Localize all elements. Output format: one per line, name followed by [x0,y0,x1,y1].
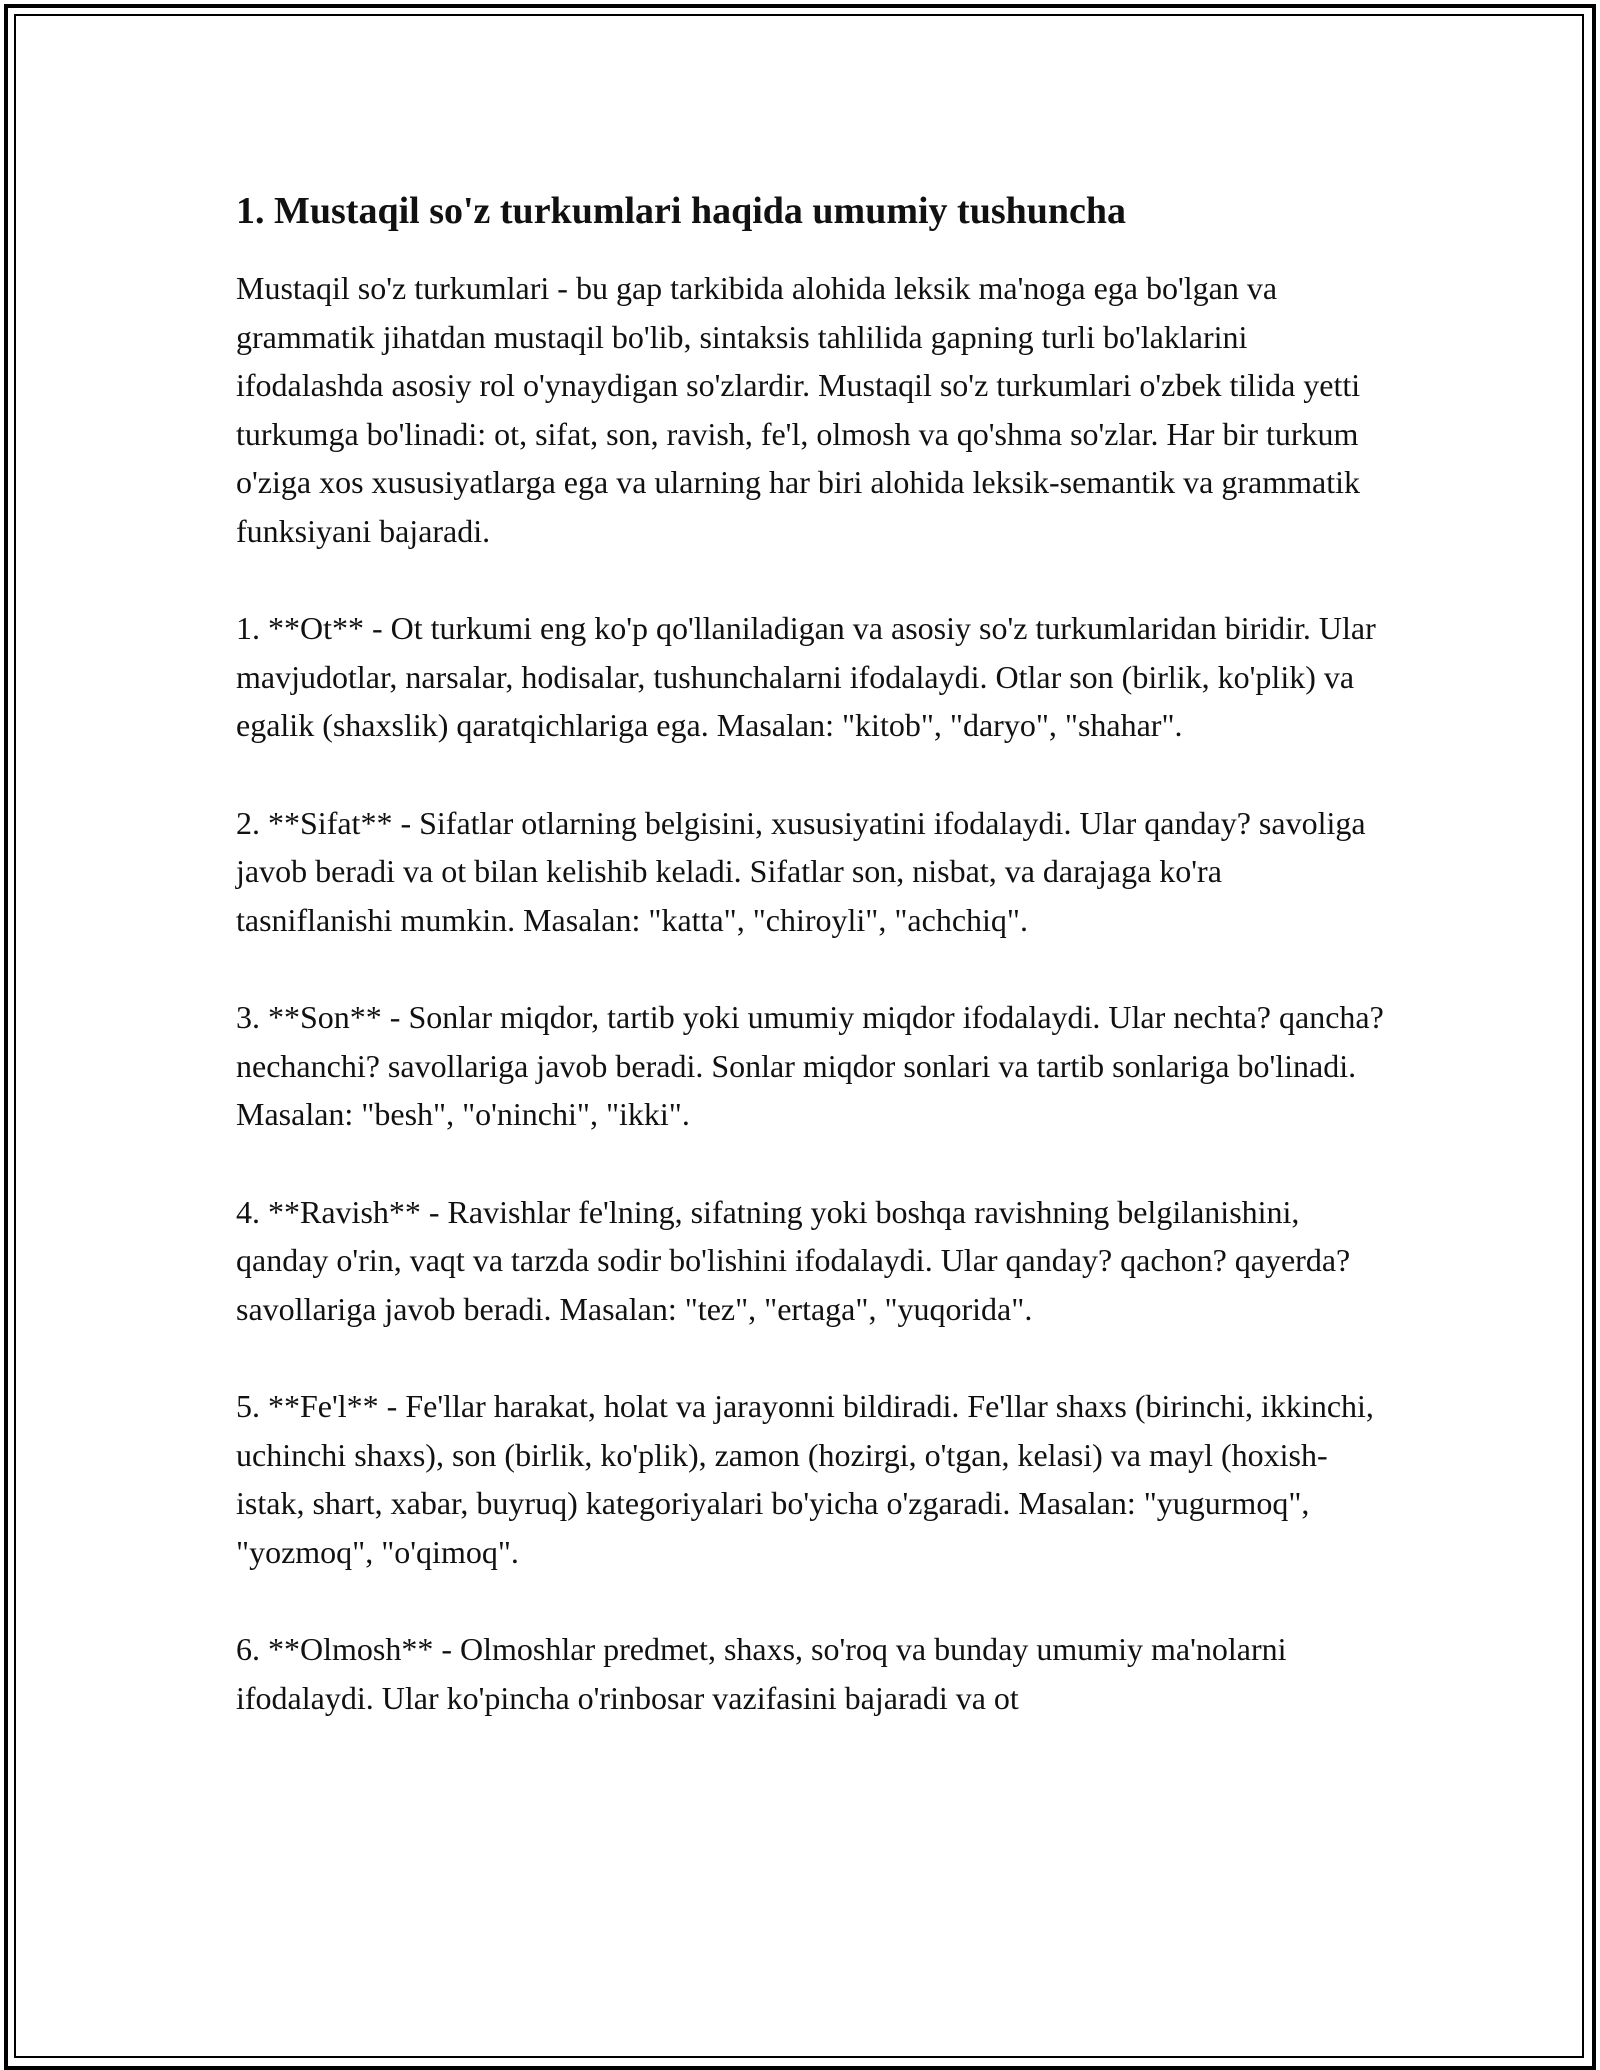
paragraph-ravish: 4. **Ravish** - Ravishlar fe'lning, sifatning yoki boshqa ravishning belgilanishini, qanday o'rin, vaqt va tarzda sodir bo'lishini ifodalaydi. Ular qanday? qachon? qayerda? savollariga javob beradi. Masalan: "tez", "ertaga", "yuqorida". [236,1193,1351,1327]
document-body [236,186,1386,1771]
document-title: 1. Mustaqil so'z turkumlari haqida umumiy tushuncha [236,190,1127,232]
paragraph-fel: 5. **Fe'l** - Fe'llar harakat, holat va jarayonni bildiradi. Fe'llar shaxs (birinchi, ikkinchi, uchinchi shaxs), son (birlik, ko'plik), zamon (hozirgi, o'tgan, kelasi) va mayl (hoxish-istak, shart, xabar, buyruq) kategoriyalari bo'yicha o'zgaradi. Masalan: "yugurmoq", "yozmoq", "o'qimoq". [236,1388,1374,1570]
paragraph-intro: Mustaqil so'z turkumlari - bu gap tarkibida alohida leksik ma'noga ega bo'lgan va grammatik jihatdan mustaqil bo'lib, sintaksis tahlilida gapning turli bo'laklarini ifodalashda asosiy rol o'ynaydigan so'zlardir. Mustaqil so'z turkumlari o'zbek tilida yetti turkumga bo'linadi: ot, sifat, son, ravish, fe'l, olmosh va qo'shma so'zlar. Har bir turkum o'ziga xos xususiyatlarga ega va ularning har biri alohida leksik-semantik va grammatik funksiyani bajaradi. [236,270,1361,549]
paragraph-son: 3. **Son** - Sonlar miqdor, tartib yoki umumiy miqdor ifodalaydi. Ular nechta? qancha? nechanchi? savollariga javob beradi. Sonlar miqdor sonlari va tartib sonlariga bo'linadi. Masalan: "besh", "o'ninchi", "ikki". [236,999,1384,1132]
paragraph-ot: 1. **Ot** - Ot turkumi eng ko'p qo'llaniladigan va asosiy so'z turkumlaridan biridir. Ular mavjudotlar, narsalar, hodisalar, tushunchalarni ifodalaydi. Otlar son (birlik, ko'plik) va egalik (shaxslik) qaratqichlariga ega. Masalan: "kitob", "daryo", "shahar". [236,610,1376,743]
paragraph-olmosh: 6. **Olmosh** - Olmoshlar predmet, shaxs, so'roq va bunday umumiy ma'nolarni ifodalaydi. Ular ko'pincha o'rinbosar vazifasini bajaradi va ot [236,1631,1287,1716]
paragraph-sifat: 2. **Sifat** - Sifatlar otlarning belgisini, xususiyatini ifodalaydi. Ular qanday? savoliga javob beradi va ot bilan kelishib keladi. Sifatlar son, nisbat, va darajaga ko'ra tasniflanishi mumkin. Masalan: "katta", "chiroyli", "achchiq". [236,804,1366,938]
